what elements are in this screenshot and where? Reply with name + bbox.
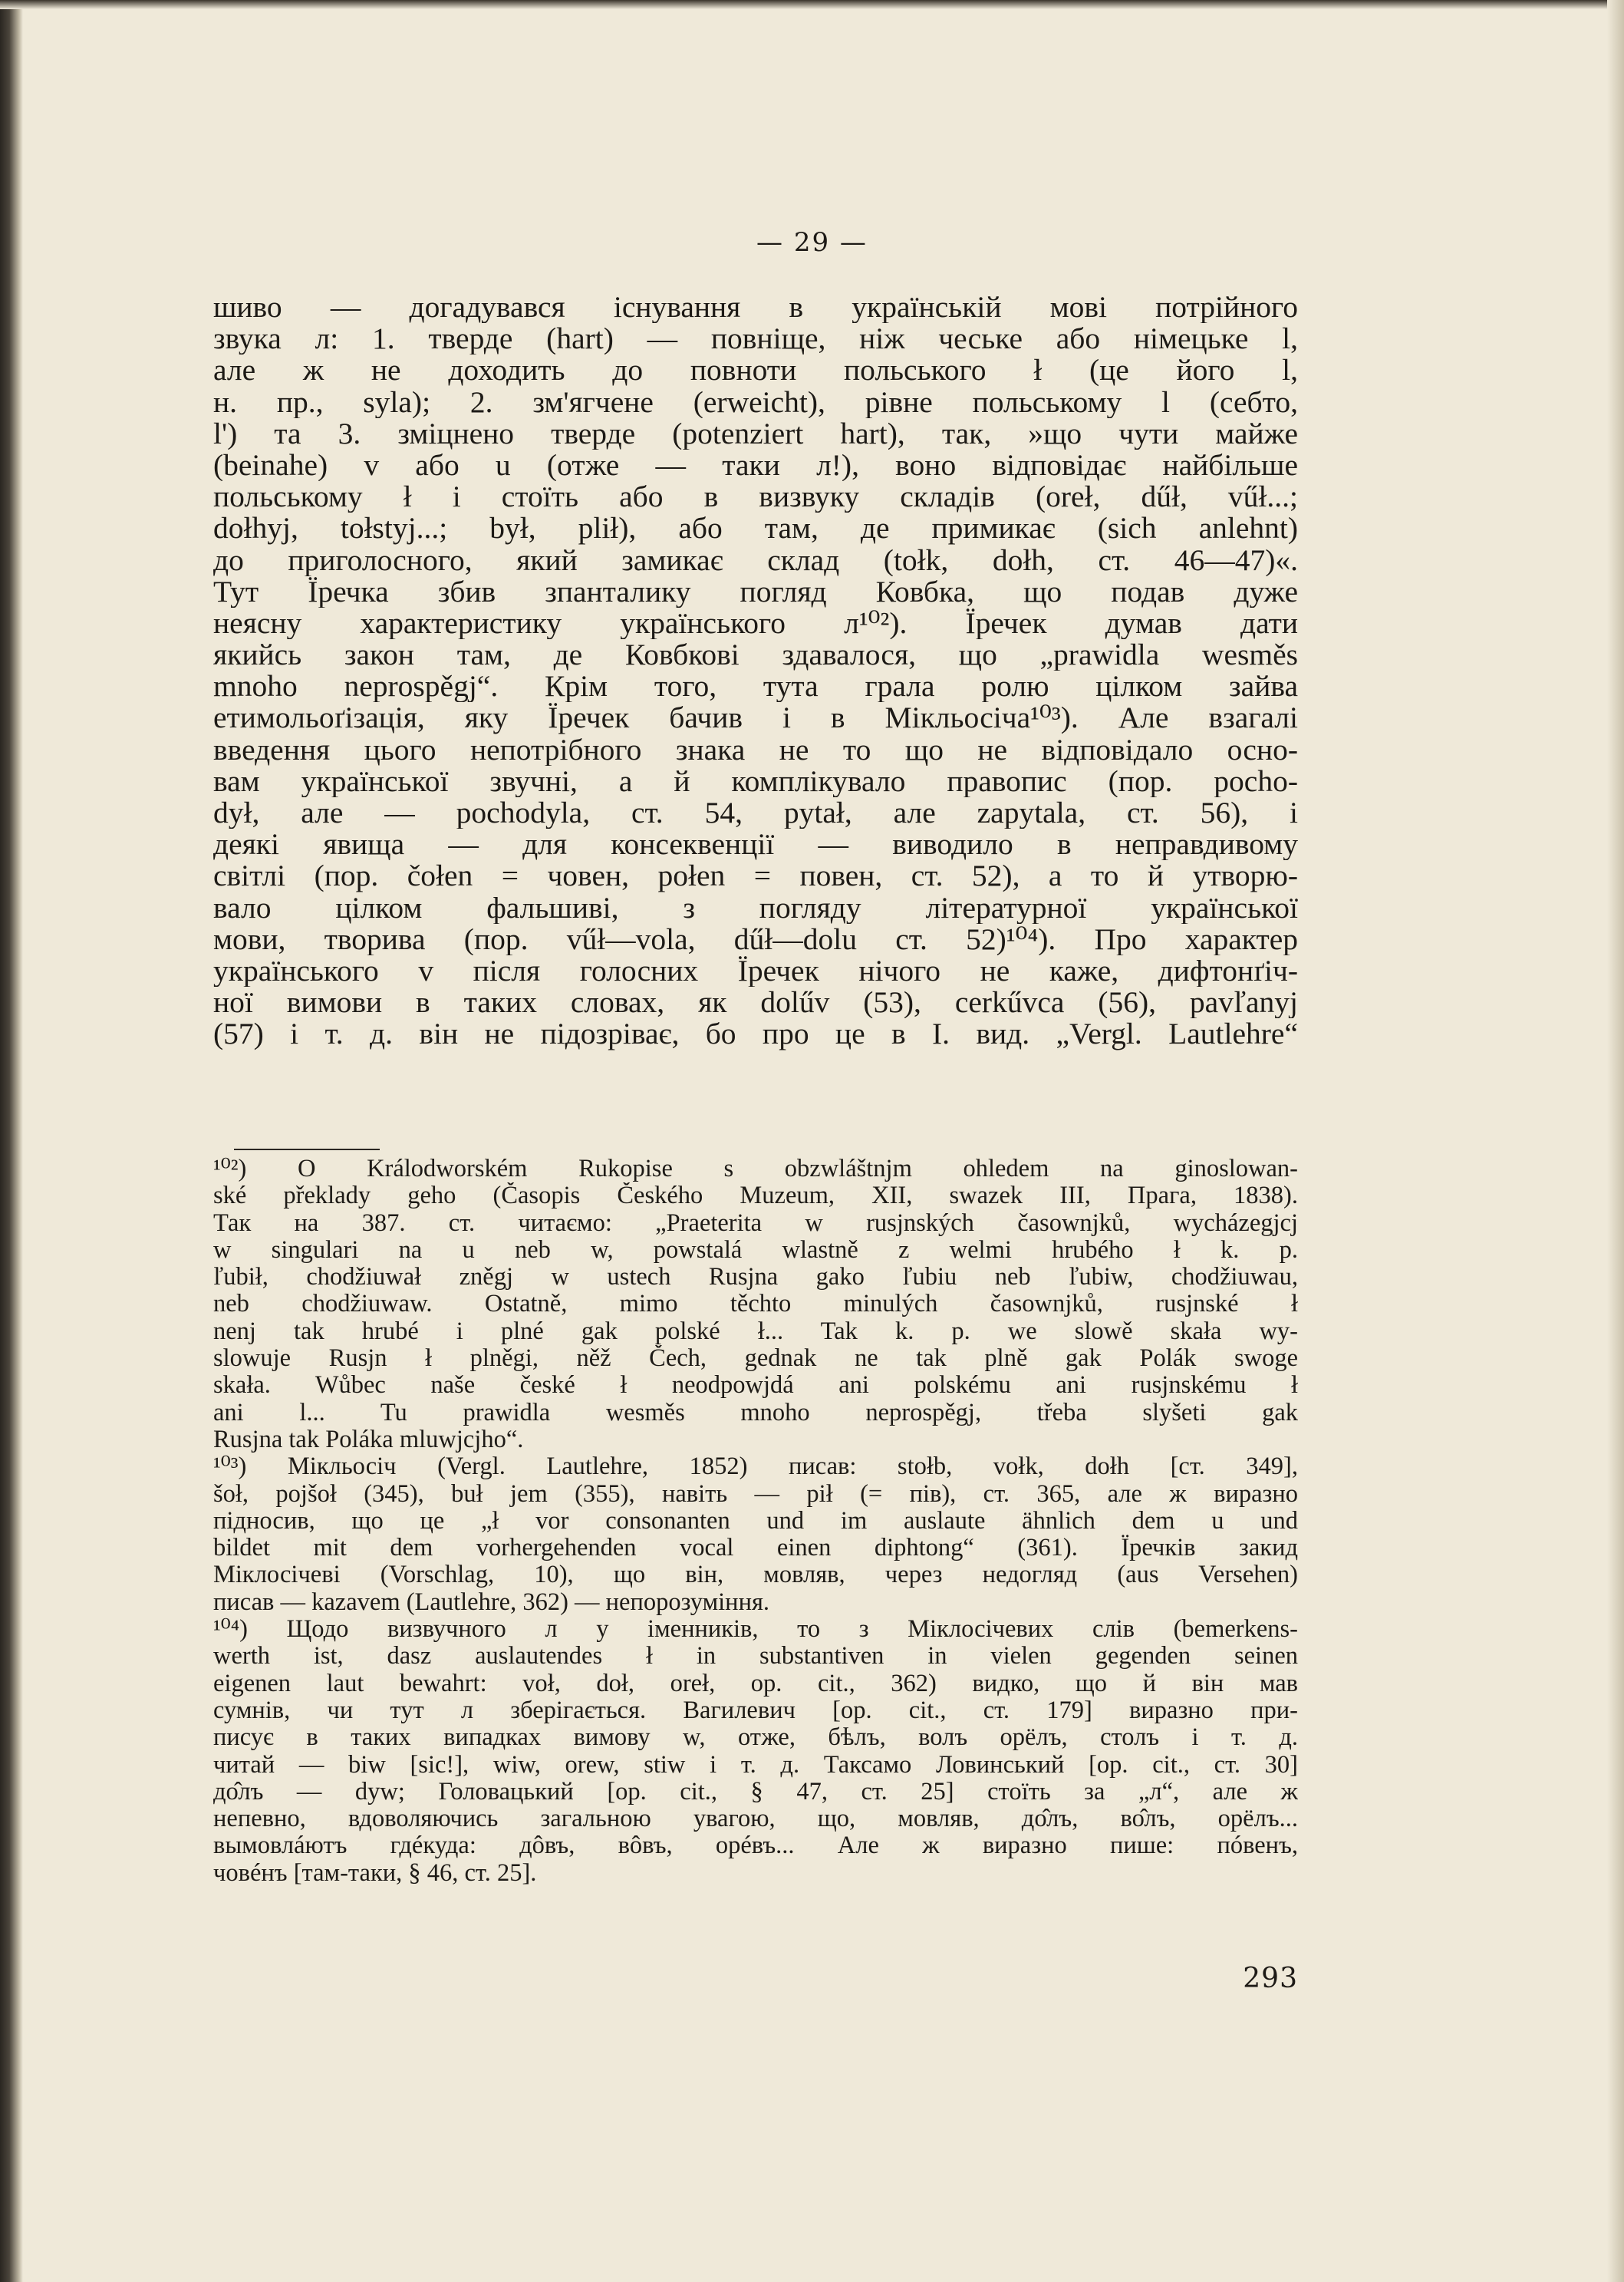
page-right-edge [1607, 0, 1624, 2282]
text-line: (beinahe) v або u (отже — таки л!), воно відповідає найбільше [213, 449, 1298, 482]
page-number-top: — 29 — [756, 227, 868, 258]
footnote-104-line: читай — biw [sic!], wiw, orew, stiw і т. д. Таксамо Ловинський [op. cit., ст. 30] [213, 1751, 1298, 1779]
text-line: польському ł і стоїть або в визвуку складів (oreł, dűł, vűł...; [213, 481, 1298, 513]
footnote-104-line: сумнів, чи тут л зберігається. Вагилевич [op. cit., ст. 179] виразно при- [213, 1697, 1298, 1724]
footnote-102-line: w singulari na u neb w, powstalá wlastně z welmi hrubého ł k. p. [213, 1236, 1298, 1264]
footnote-divider [234, 1149, 380, 1150]
text-line: звука л: 1. тверде (hart) — повніще, ніж чеське або німецьке l, [213, 323, 1298, 355]
text-line: світлі (пор. čołen = човен, połen = повен, ст. 52), а то й утворю- [213, 860, 1298, 892]
text-line: введення цього непотрібного знака не то що не відповідало осно- [213, 734, 1298, 766]
book-binding-edge [0, 0, 23, 2282]
footnote-102-line: ¹⁰²) O Králodworském Rukopise s obzwláštnjm ohledem na ginoslowan- [213, 1156, 1298, 1182]
main-text-block [213, 292, 1298, 1050]
text-line: шиво — догадувався існування в українській мові потрійного [213, 292, 1298, 324]
footnote-102-line: neb chodžiuwaw. Ostatně, mimo těchto minulých časownjků, rusjnské ł [213, 1291, 1298, 1318]
text-line: Тут Їречка збив зпанталику погляд Ковбка, що подав дуже [213, 575, 1298, 608]
footnote-103-line: Міклосічеві (Vorschlag, 10), що він, мовляв, через недогляд (aus Versehen) [213, 1561, 1298, 1589]
text-line: ної вимови в таких словах, як dolűv (53), cerkűvca (56), pavľanyj [213, 987, 1298, 1019]
text-line: mnoho neprospěgj“. Крім того, тута грала ролю цілком зайва [213, 671, 1298, 703]
text-line: вало цілком фальшиві, з погляду літературної української [213, 892, 1298, 924]
footnote-104-line: werth ist, dasz auslautendes ł in substantiven in vielen gegenden seinen [213, 1643, 1298, 1670]
footnote-102-line: ľubił, chodžiuwał zněgj w ustech Rusjna gako ľubiu neb ľubiw, chodžiuwau, [213, 1264, 1298, 1291]
footnote-103-line: писав — kazavem (Lautlehre, 362) — непорозуміння. [213, 1588, 770, 1616]
footnote-103-line: bildet mit dem vorhergehenden vocal einen diphtong“ (361). Їречків закид [213, 1535, 1298, 1562]
text-line: l') та 3. зміцнено тверде (potenziert hart), так, »що чути майже [213, 417, 1298, 450]
footnote-102-line: Rusjna tak Poláka mluwjcjho“. [213, 1426, 524, 1453]
text-line: неясну характеристику українського л¹⁰²). Їречек думав дати [213, 607, 1298, 640]
footnote-102-line: slowuje Rusjn ł plněgi, něž Čech, gednak ne tak plně gak Polák swoge [213, 1345, 1298, 1373]
text-line: але ж не доходить до повноти польського ł (це його l, [213, 355, 1298, 387]
footnote-104-line: писує в таких випадках вимову w, отже, бѣлъ, волъ орёлъ, столъ і т. д. [213, 1724, 1298, 1752]
footnote-102-line: ské překlady geho (Časopis Českého Muzeum, XII, swazek III, Прага, 1838). [213, 1182, 1298, 1210]
text-line: до приголосного, який замикає склад (tołk, dołh, ст. 46—47)«. [213, 544, 1298, 576]
text-line: деякі явища — для консеквенції — виводило в неправдивому [213, 829, 1298, 861]
text-line: мови, творива (пор. vűł—vola, dűł—dolu ст. 52)¹⁰⁴). Про характер [213, 923, 1298, 955]
footnote-102-line: skała. Wůbec naše české ł neodpowjdá ani polskému ani rusjnskému ł [213, 1372, 1298, 1400]
text-line: dołhyj, tołstyj...; był, plił), або там, де примикає (sich anlehnt) [213, 513, 1298, 545]
text-line: етимольоґізація, яку Їречек бачив і в Мікльосіча¹⁰³). Але взагалі [213, 702, 1298, 734]
footnote-102-line: ani l... Tu prawidla wesměs mnoho neprospěgj, třeba slyšeti gak [213, 1399, 1298, 1426]
text-line: українського v після голосних Їречек нічого не каже, дифтонґіч- [213, 955, 1298, 988]
footnote-104-line: вымовлáютъ гдéкуда: дôвъ, вôвъ, орéвъ... Але ж виразно пише: пóвенъ, [213, 1832, 1298, 1860]
footnote-103-line: šoł, pojšoł (345), buł jem (355), навіть — pił (= пів), ст. 365, але ж виразно [213, 1480, 1298, 1508]
footnote-104-line: ¹⁰⁴) Щодо визвучного л у іменників, то з Міклосічевих слів (bemerkens- [213, 1616, 1298, 1644]
text-line: (57) і т. д. він не підозріває, бо про це в І. вид. „Vergl. Lautlehre“ [213, 1018, 1298, 1050]
footnotes-block [213, 1156, 1298, 1887]
footnote-103-line: ¹⁰³) Мікльосіч (Vergl. Lautlehre, 1852) писав: stołb, vołk, dołh [ст. 349], [213, 1453, 1298, 1481]
footnote-104-line: непевно, вдоволяючись загальною увагою, що, мовляв, до̂лъ, во̂лъ, орёлъ... [213, 1805, 1298, 1833]
footnote-104-line: eigenen laut bewahrt: voł, doł, oreł, op. cit., 362) видко, що й він мав [213, 1670, 1298, 1697]
page-top-edge [0, 0, 1624, 9]
footnote-102-line: nenj tak hrubé i plné gak polské ł... Tak k. p. we slowě skała wy- [213, 1317, 1298, 1345]
text-line: н. пр., syla); 2. зм'ягчене (erweicht), рівне польському l (себто, [213, 386, 1298, 418]
footnote-104-line: човéнъ [там-таки, § 46, ст. 25]. [213, 1859, 537, 1887]
page-number-bottom: 293 [1243, 1963, 1298, 1994]
footnote-104-line: до̂лъ — dyw; Головацький [op. cit., § 47, ст. 25] стоїть за „л“, але ж [213, 1778, 1298, 1805]
text-line: якийсь закон там, де Ковбкові здавалося, що „prawidla wesměs [213, 639, 1298, 671]
footnote-103-line: підносив, що це „ł vor consonanten und im auslaute ähnlich dem u und [213, 1507, 1298, 1535]
text-line: вам української звучні, а й комплікувало правопис (пор. pocho- [213, 765, 1298, 797]
footnote-102-line: Так на 387. ст. читаємо: „Praeterita w rusjnských časownjků, wycházegjcj [213, 1209, 1298, 1237]
text-line: dył, але — pochodyla, ст. 54, pytał, але zapytala, ст. 56), і [213, 797, 1298, 829]
